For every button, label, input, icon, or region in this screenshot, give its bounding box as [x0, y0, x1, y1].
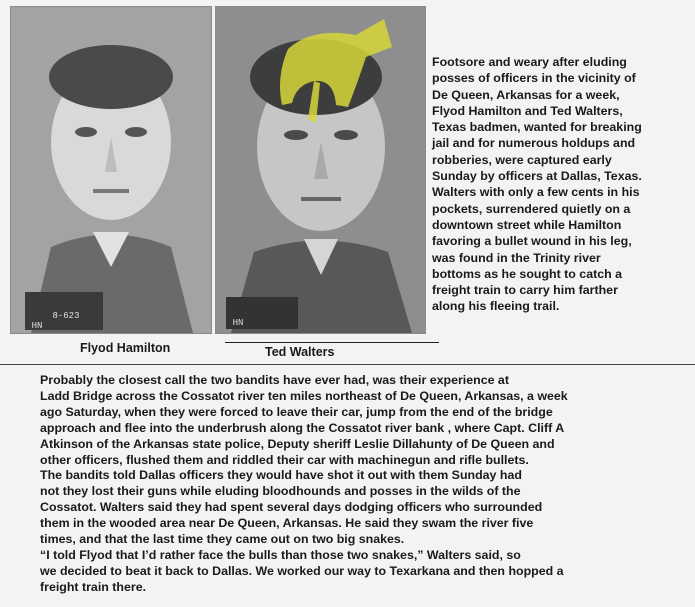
article-paragraph-1: Probably the closest call the two bandits have ever had, was their experience at Ladd Bridge across the Cossatot river ten miles northeast of De Queen, Arkansas, a week ago Saturday, when they were forced to leave their car, jump from the end of the bridge approach and flee into the underbrush along the Cossatot river bank , where Capt. Cliff A Atkinson of the Arkansas state police, Deputy sheriff Leslie Dillahunty of De Queen and other officers, flushed them and riddled their car with machinegun and rifle bullets.	[40, 373, 568, 467]
section-divider	[0, 364, 695, 365]
name-label-flyod-hamilton: Flyod Hamilton	[80, 341, 171, 355]
photo-caption: Footsore and weary after eluding posses of officers in the vicinity of De Queen, Arkansas for a week, Flyod Hamilton and Ted Walters, Texas badmen, wanted for breaking jail and for numerous holdups and robberies, were captured early Sunday by officers at Dallas, Texas. Walters with only a few cents in his pockets, surrendered quietly on a downtown street while Hamilton favoring a bullet wound in his leg, was found in the Trinity river bottoms as he sought to catch a freight train to carry him farther along his fleeing trail.	[432, 55, 642, 314]
article-body	[40, 373, 660, 596]
mugshot-left-figure	[11, 7, 211, 333]
plate-text-bottom: HN	[31, 321, 43, 331]
mugshot-flyod-hamilton	[10, 6, 212, 334]
plate-text-mid: 8-623	[52, 311, 80, 321]
name-label-ted-walters: Ted Walters	[265, 345, 335, 359]
caption-divider	[225, 342, 439, 343]
mugshot-right-figure	[216, 7, 425, 333]
plate-text-right: HN	[232, 318, 244, 328]
article-paragraph-3: “I told Flyod that I’d rather face the bulls than those two snakes,” Walters said, so we decided to beat it back to Dallas. We worked our way to Texarkana and then hopped a freight train there.	[40, 547, 564, 594]
article-paragraph-2: The bandits told Dallas officers they would have shot it out with them Sunday had not they lost their guns while eluding bloodhounds and posses in the wilds of the Cossatot. Walters said they had spent several days dodging officers who surrounded them in the wooded area near De Queen, Arkansas. He said they swam the river five times, and that the last time they came out on two big snakes.	[40, 468, 543, 547]
mugshot-ted-walters	[215, 6, 426, 334]
